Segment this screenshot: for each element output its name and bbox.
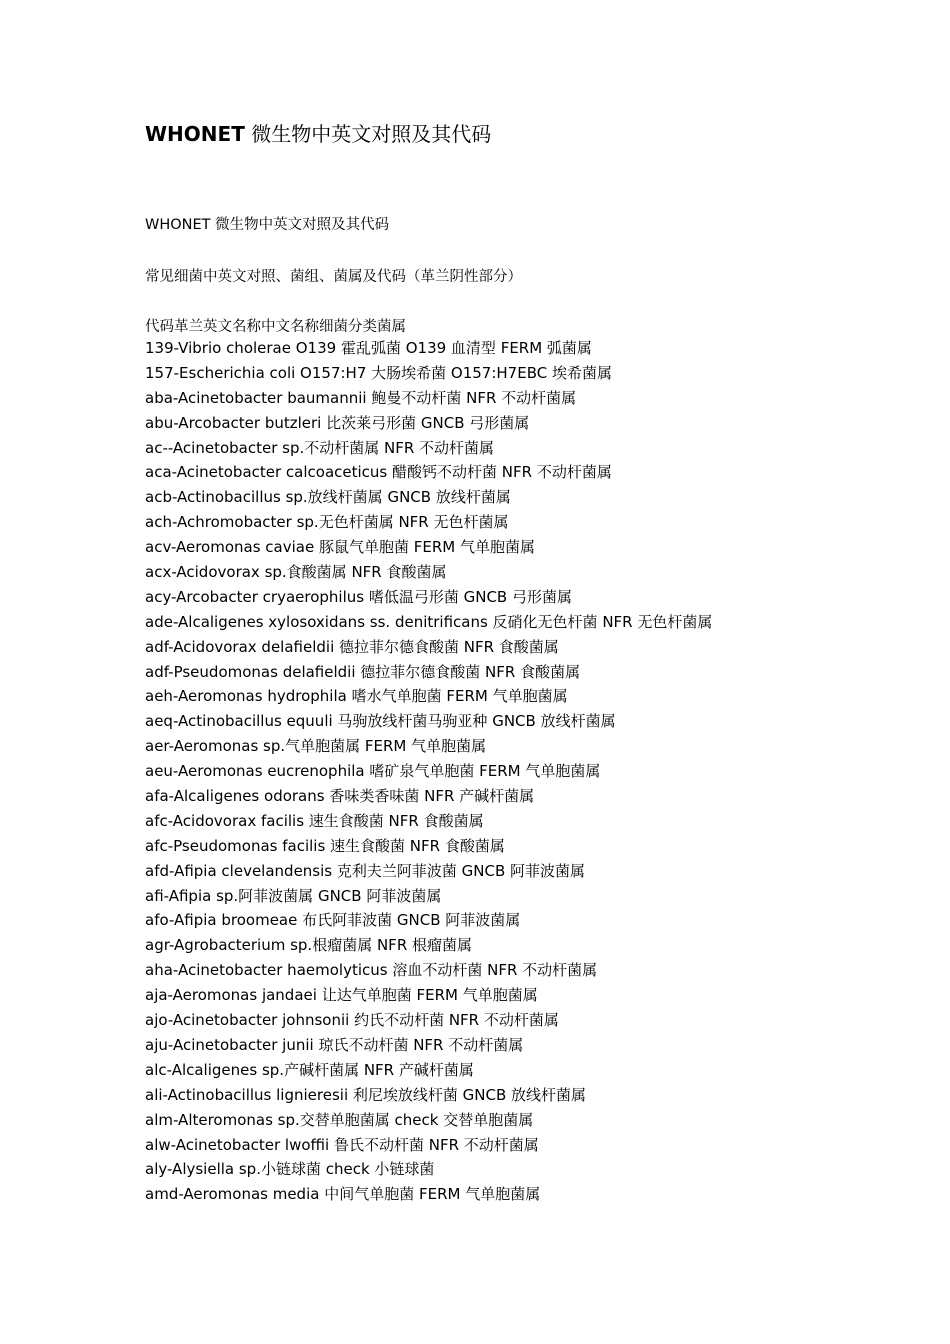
list-item: afc-Pseudomonas facilis 速生食酸菌 NFR 食酸菌属 — [145, 836, 505, 855]
list-item: 157-Escherichia coli O157:H7 大肠埃希菌 O157:H7EBC 埃希菌属 — [145, 363, 612, 382]
list-item: amd-Aeromonas media 中间气单胞菌 FERM 气单胞菌属 — [145, 1185, 541, 1204]
list-item: aju-Acinetobacter junii 琼氏不动杆菌 NFR 不动杆菌属 — [145, 1035, 524, 1054]
list-item: aer-Aeromonas sp.气单胞菌属 FERM 气单胞菌属 — [145, 737, 487, 756]
list-item: afa-Alcaligenes odorans 香味类香味菌 NFR 产碱杆菌属 — [145, 787, 535, 806]
list-item: ali-Actinobacillus lignieresii 利尼埃放线杆菌 GNCB 放线杆菌属 — [145, 1085, 587, 1104]
list-item: acx-Acidovorax sp.食酸菌属 NFR 食酸菌属 — [145, 563, 447, 582]
list-item: agr-Agrobacterium sp.根瘤菌属 NFR 根瘤菌属 — [145, 936, 473, 955]
list-item: abu-Arcobacter butzleri 比茨莱弓形菌 GNCB 弓形菌属 — [145, 413, 530, 432]
list-item: ade-Alcaligenes xylosoxidans ss. denitrificans 反硝化无色杆菌 NFR 无色杆菌属 — [145, 612, 713, 631]
section-heading: 常见细菌中英文对照、菌组、菌属及代码（革兰阴性部分） — [145, 269, 522, 285]
list-item: ajo-Acinetobacter johnsonii 约氏不动杆菌 NFR 不动杆菌属 — [145, 1011, 559, 1030]
document-title-latin: WHONET — [145, 122, 245, 146]
list-item: aha-Acinetobacter haemolyticus 溶血不动杆菌 NFR 不动杆菌属 — [145, 961, 598, 980]
list-item: alw-Acinetobacter lwoffii 鲁氏不动杆菌 NFR 不动杆菌属 — [145, 1135, 539, 1154]
list-item: acb-Actinobacillus sp.放线杆菌属 GNCB 放线杆菌属 — [145, 488, 511, 507]
document-title — [145, 118, 491, 147]
list-item: aja-Aeromonas jandaei 让达气单胞菌 FERM 气单胞菌属 — [145, 986, 538, 1005]
document-subtitle: WHONET 微生物中英文对照及其代码 — [145, 217, 390, 233]
list-item: adf-Acidovorax delafieldii 德拉菲尔德食酸菌 NFR 食酸菌属 — [145, 637, 559, 656]
list-item: alc-Alcaligenes sp.产碱杆菌属 NFR 产碱杆菌属 — [145, 1060, 474, 1079]
list-item: afc-Acidovorax facilis 速生食酸菌 NFR 食酸菌属 — [145, 811, 484, 830]
column-header: 代码革兰英文名称中文名称细菌分类菌属 — [145, 319, 406, 335]
list-item: alm-Alteromonas sp.交替单胞菌属 check 交替单胞菌属 — [145, 1110, 534, 1129]
list-item: aca-Acinetobacter calcoaceticus 醋酸钙不动杆菌 NFR 不动杆菌属 — [145, 463, 612, 482]
list-item: aly-Alysiella sp.小链球菌 check 小链球菌 — [145, 1160, 435, 1179]
list-item: ac--Acinetobacter sp.不动杆菌属 NFR 不动杆菌属 — [145, 438, 495, 457]
list-item: aeu-Aeromonas eucrenophila 嗜矿泉气单胞菌 FERM 气单胞菌属 — [145, 762, 601, 781]
list-item: 139-Vibrio cholerae O139 霍乱弧菌 O139 血清型 FERM 弧菌属 — [145, 339, 592, 357]
list-item: acy-Arcobacter cryaerophilus 嗜低温弓形菌 GNCB 弓形菌属 — [145, 587, 572, 606]
organism-list — [145, 337, 712, 1208]
document-title-cn: 微生物中英文对照及其代码 — [251, 122, 492, 146]
list-item: aeq-Actinobacillus equuli 马驹放线杆菌马驹亚种 GNCB 放线杆菌属 — [145, 712, 616, 731]
list-item: acv-Aeromonas caviae 豚鼠气单胞菌 FERM 气单胞菌属 — [145, 538, 535, 557]
list-item: ach-Achromobacter sp.无色杆菌属 NFR 无色杆菌属 — [145, 513, 509, 532]
list-item: adf-Pseudomonas delafieldii 德拉菲尔德食酸菌 NFR 食酸菌属 — [145, 662, 581, 681]
list-item: aeh-Aeromonas hydrophila 嗜水气单胞菌 FERM 气单胞菌属 — [145, 687, 568, 706]
list-item: afo-Afipia broomeae 布氏阿菲波菌 GNCB 阿菲波菌属 — [145, 911, 521, 930]
list-item: afd-Afipia clevelandensis 克利夫兰阿菲波菌 GNCB 阿菲波菌属 — [145, 861, 586, 880]
list-item: aba-Acinetobacter baumannii 鲍曼不动杆菌 NFR 不动杆菌属 — [145, 388, 577, 407]
list-item: afi-Afipia sp.阿菲波菌属 GNCB 阿菲波菌属 — [145, 886, 442, 905]
